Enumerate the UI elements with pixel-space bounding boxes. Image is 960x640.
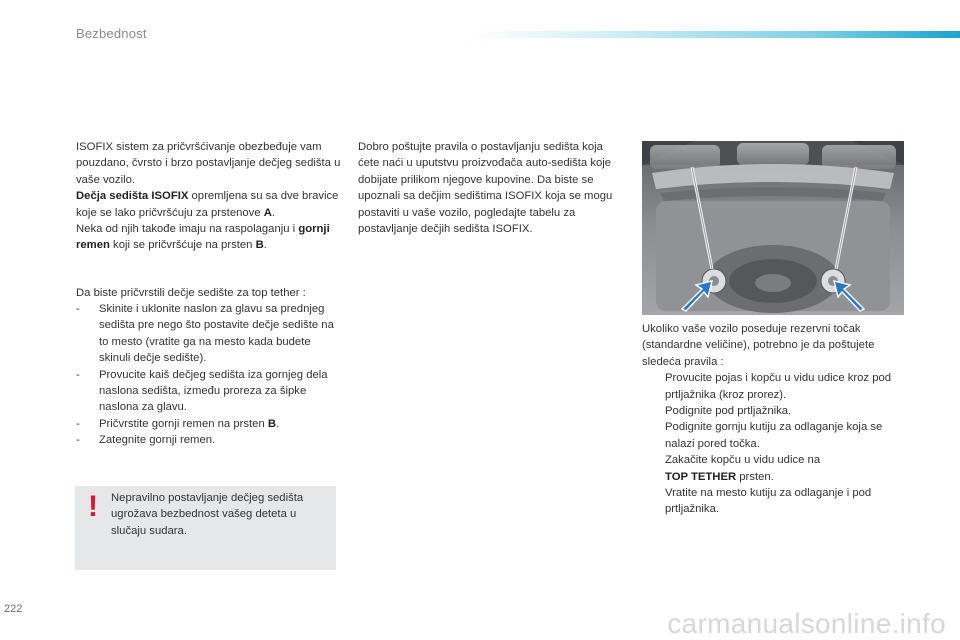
list-dash: -: [76, 368, 80, 381]
top-strap-bold-term: gornji remen: [76, 223, 330, 252]
list-item: [642, 452, 912, 485]
list-item: [642, 419, 912, 452]
watermark-text: carmanualsonline.info: [667, 608, 946, 639]
isofix-paragraph: [76, 139, 344, 254]
warning-box: [75, 486, 336, 570]
isofix-description: opremljena su sa dve bravice koje se lako pričvršćuju za prstenove: [76, 190, 339, 219]
top-strap-text: Neka od njih takođe imaju na raspolaganju i: [76, 223, 299, 236]
isofix-intro: ISOFIX sistem za pričvršćivanje obezbeđuje vam pouzdano, čvrsto i brzo postavljanje dečjeg sedišta u vaše vozilo.: [76, 141, 341, 186]
list-dash: -: [76, 303, 80, 315]
list-item-period: .: [276, 417, 280, 430]
header-gradient-rule: [470, 31, 960, 38]
isofix-bold-term: Dečja sedišta ISOFIX: [76, 190, 189, 203]
list-item: [642, 370, 912, 403]
list-item: [642, 403, 912, 419]
list-item-text: Podignite pod prtljažnika.: [665, 405, 792, 418]
list-dash: -: [76, 417, 80, 430]
list-item-text: Skinite i uklonite naslon za glavu sa prednjeg sedišta pre nego što postavite dečje sedište na to mesto (vratite ga na mesto kada budete skinuli dečje sedište).: [99, 303, 334, 365]
list-item: [76, 432, 344, 448]
list-item-text: Provucite kaiš dečjeg sedišta iza gornjeg dela naslona sedišta, između proreza za šipke naslona za glavu.: [99, 368, 328, 414]
isofix-period: .: [271, 206, 276, 219]
list-item: [76, 367, 344, 416]
tether-steps-list: [76, 301, 344, 449]
tether-intro: Da biste pričvrstili dečje sedište za top tether :: [76, 287, 306, 299]
list-item-text: Podignite gornju kutiju za odlaganje koja se nalazi pored točka.: [665, 421, 883, 450]
top-strap-period: .: [263, 239, 267, 252]
middle-column: [358, 139, 623, 237]
ring-b-label: B: [255, 239, 264, 252]
list-item: [76, 301, 344, 367]
warning-text: Nepravilno postavljanje dečjeg sedišta ugrožava bezbednost vašeg deteta u slučaju sudara.: [111, 492, 304, 537]
top-tether-bold-term: TOP TETHER: [665, 470, 737, 483]
list-dash: -: [76, 434, 80, 447]
list-item-text: Vratite na mesto kutiju za odlaganje i pod prtljažnika.: [665, 487, 872, 516]
list-item: [76, 416, 344, 432]
ring-a-label: A: [263, 206, 272, 219]
top-strap-description: koji se pričvršćuje na prsten: [109, 239, 256, 252]
left-column: [76, 139, 344, 447]
trunk-anchor-photo: [642, 141, 904, 315]
list-item-text: Pričvrstite gornji remen na prsten: [99, 417, 268, 430]
page-number: 222: [4, 603, 23, 615]
list-item-end: prsten.: [736, 470, 774, 483]
list-item: [642, 485, 912, 518]
list-item-text: Zategnite gornji remen.: [99, 434, 216, 447]
warning-exclamation-icon: !: [88, 490, 98, 523]
spare-wheel-steps-list: [642, 370, 912, 518]
list-item-text: Zakačite kopču u vidu udice na: [665, 454, 821, 467]
right-column: [642, 321, 912, 518]
installation-rules-paragraph: Dobro poštujte pravila o postavljanju sedišta koja ćete naći u uputstvu proizvođača auto-sedišta koje dobijate prilikom njegove kupovine. Da biste se upoznali sa dečjim sedištima ISOFIX koja se mogu postaviti u vaše vozilo, pogledajte tabelu za postavljanje dečjih sedišta ISOFIX.: [358, 141, 613, 236]
section-title: Bezbednost: [76, 26, 147, 41]
list-item-text: Provucite pojas i kopču u vidu udice kroz pod prtljažnika (kroz prorez).: [665, 372, 892, 401]
ring-b-label: B: [267, 417, 277, 430]
spare-wheel-intro: Ukoliko vaše vozilo poseduje rezervni točak (standardne veličine), potrebno je da poštujete sledeća pravila :: [642, 323, 875, 368]
trunk-illustration: [642, 141, 904, 315]
